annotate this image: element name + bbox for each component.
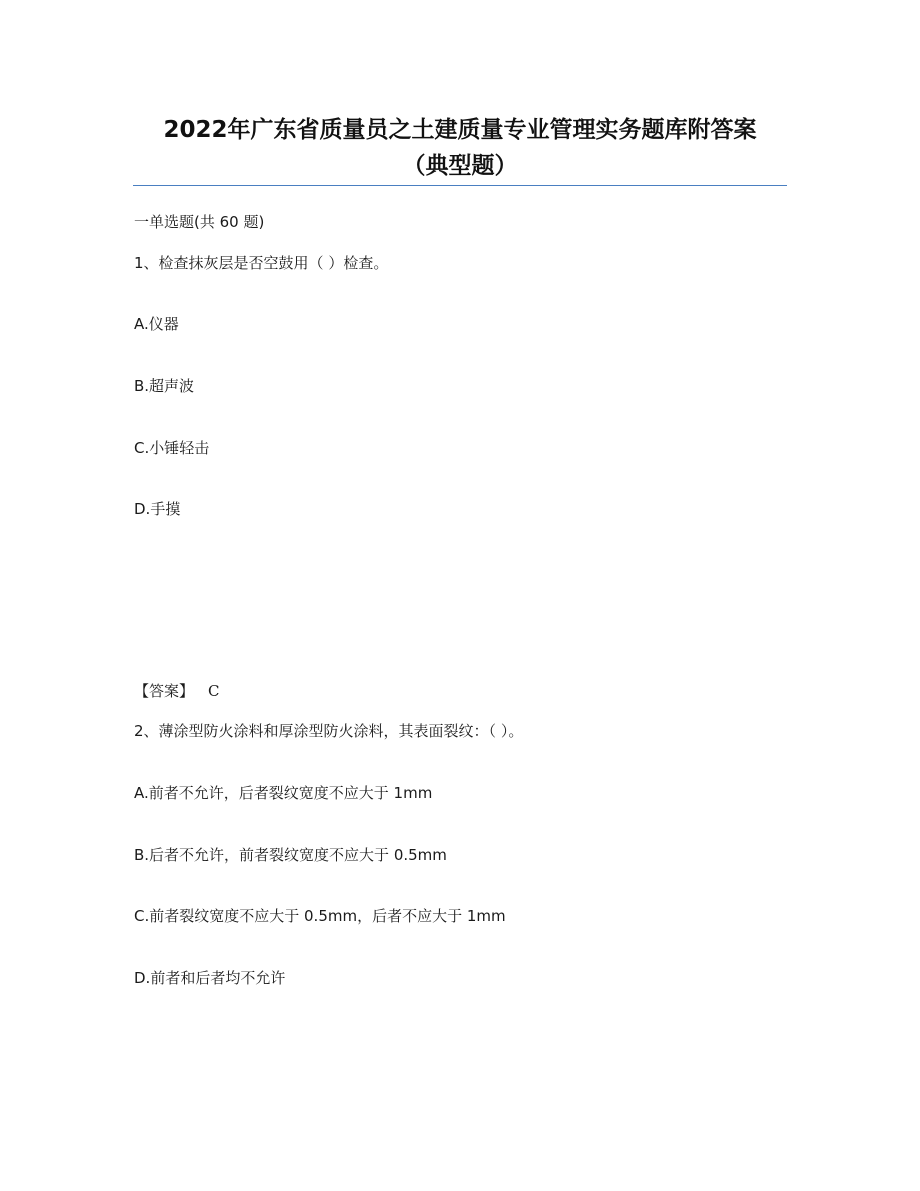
answer-label: 【答案】 — [134, 682, 195, 700]
question-1-option-c: C.小锤轻击 — [134, 439, 210, 457]
title-divider — [133, 185, 787, 186]
title-line-1: 2022年广东省质量员之土建质量专业管理实务题库附答案 — [163, 117, 757, 143]
question-1-answer — [134, 681, 220, 701]
question-1-option-b: B.超声波 — [134, 377, 195, 395]
document-title — [133, 112, 787, 184]
question-2-option-b: B.后者不允许，前者裂纹宽度不应大于 0.5mm — [134, 846, 447, 864]
title-line-2: （典型题） — [402, 153, 518, 179]
question-2-stem: 2、薄涂型防火涂料和厚涂型防火涂料，其表面裂纹：（ ）。 — [134, 722, 524, 740]
question-1-stem: 1、检查抹灰层是否空鼓用（ ）检查。 — [134, 254, 389, 272]
section-header: 一单选题(共 60 题) — [134, 213, 265, 231]
question-2-option-d: D.前者和后者均不允许 — [134, 969, 286, 987]
question-1-option-d: D.手摸 — [134, 500, 181, 518]
question-2-option-a: A.前者不允许，后者裂纹宽度不应大于 1mm — [134, 784, 433, 802]
question-1-option-a: A.仪器 — [134, 315, 179, 333]
answer-value: C — [208, 682, 220, 700]
question-2-option-c: C.前者裂纹宽度不应大于 0.5mm，后者不应大于 1mm — [134, 907, 506, 925]
